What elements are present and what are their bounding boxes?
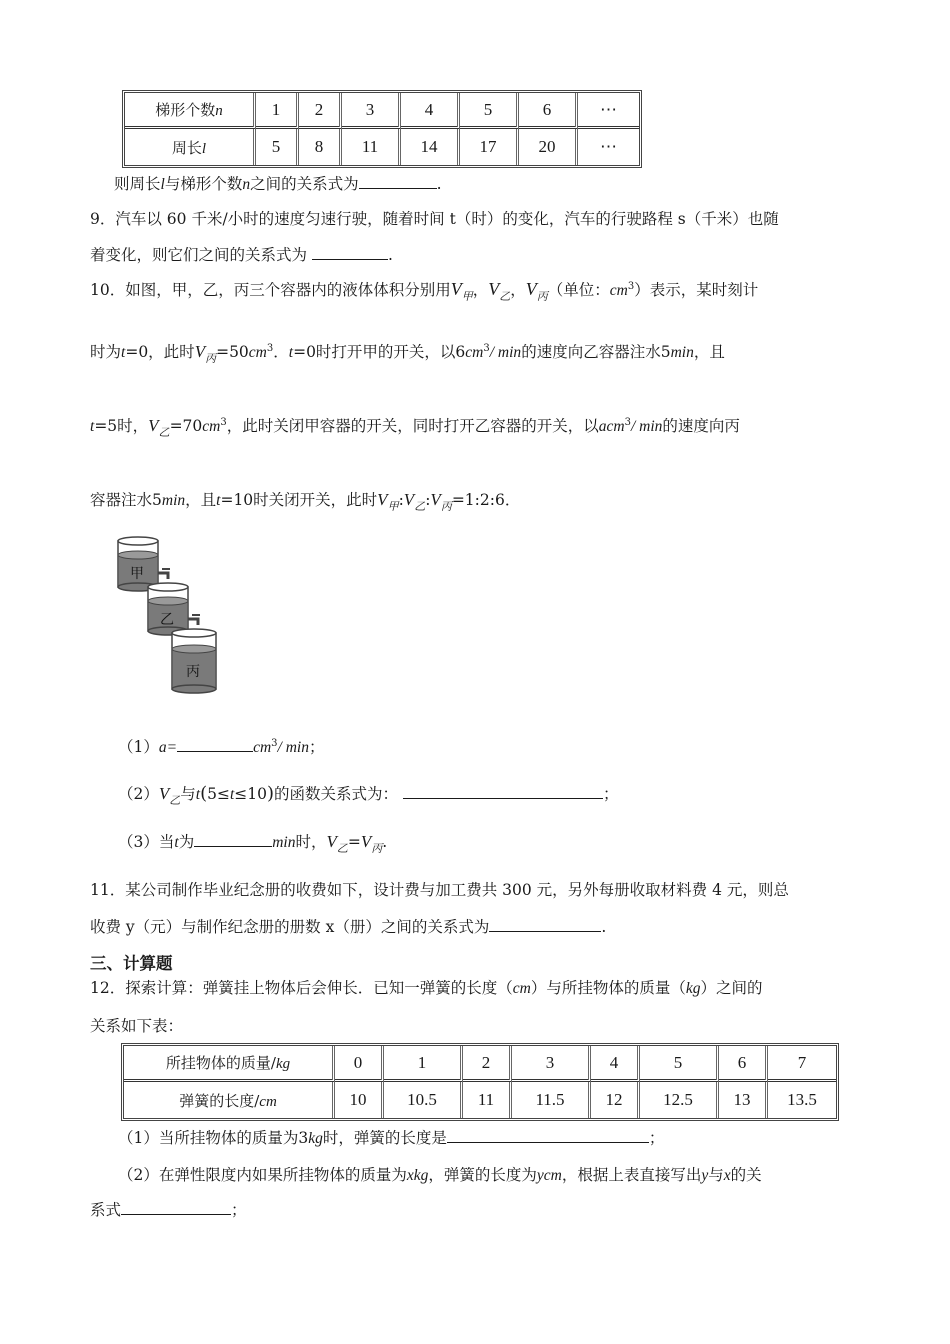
table-cell: ⋯	[578, 93, 639, 129]
table-cell: 3	[512, 1046, 591, 1082]
table-cell: 6	[719, 1046, 768, 1082]
section-heading-calculation: 三、计算题	[90, 954, 173, 973]
q12-sub2-line1: （2）在弹性限度内如果所挂物体的质量为xkg，弹簧的长度为ycm，根据上表直接写出y与x的关	[118, 1166, 762, 1184]
table-cell: 8	[299, 129, 342, 165]
table-header-cell: 弹簧的长度/cm	[124, 1082, 335, 1118]
table-cell: 10.5	[384, 1082, 463, 1118]
table-cell: 11	[342, 129, 401, 165]
table-cell: 2	[299, 93, 342, 129]
table-header-cell: 周长l	[125, 129, 256, 165]
table-header-cell: 所挂物体的质量/kg	[124, 1046, 335, 1082]
q11-line2: 收费 y（元）与制作纪念册的册数 x（册）之间的关系式为 .	[90, 918, 607, 936]
q10-line1: 10．如图，甲，乙，丙三个容器内的液体体积分别用$V_甲$，$V_乙$，$V_丙$（单位：$cm^3$）表示，某时刻计	[90, 279, 759, 303]
answer-blank[interactable]	[312, 245, 388, 260]
q8-relation-prompt: 则周长l与梯形个数n之间的关系式为 .	[114, 175, 442, 193]
table-cell: 5	[640, 1046, 719, 1082]
answer-blank[interactable]	[403, 784, 603, 799]
answer-blank[interactable]	[194, 832, 272, 847]
answer-blank[interactable]	[447, 1128, 649, 1143]
table-cell: 1	[256, 93, 299, 129]
answer-blank[interactable]	[121, 1200, 231, 1215]
table-cell: 14	[401, 129, 460, 165]
table-cell: 4	[591, 1046, 640, 1082]
q12-sub2-line2: 系式 ；	[90, 1201, 247, 1219]
table-cell: 7	[768, 1046, 836, 1082]
spring-length-table	[121, 1043, 839, 1121]
table-cell: 17	[460, 129, 519, 165]
table-cell: 12.5	[640, 1082, 719, 1118]
q10-sub3: （3）当t为 min时，$V_乙=V_丙$.	[118, 832, 388, 855]
q12-line2: 关系如下表：	[90, 1017, 184, 1035]
table-cell: 2	[463, 1046, 512, 1082]
table-cell: 10	[335, 1082, 384, 1118]
trapezoid-perimeter-table	[122, 90, 642, 168]
q10-sub2: $(2)V_乙$与t(5≤t≤10)的函数关系式为： ；	[118, 783, 619, 807]
answer-blank[interactable]	[489, 917, 601, 932]
q9-line1: 9．汽车以 60 千米/小时的速度匀速行驶，随着时间 t（时）的变化，汽车的行驶路程 s（千米）也随	[90, 210, 779, 228]
q12-sub1: （1）当所挂物体的质量为3kg时，弹簧的长度是 ；	[118, 1129, 665, 1147]
table-cell: 6	[519, 93, 578, 129]
answer-blank[interactable]	[359, 174, 437, 189]
table-cell: 11	[463, 1082, 512, 1118]
three-tanks-figure	[110, 535, 230, 695]
table-cell: 5	[460, 93, 519, 129]
table-cell: 12	[591, 1082, 640, 1118]
table-cell: 5	[256, 129, 299, 165]
q12-line1: 12．探索计算：弹簧挂上物体后会伸长．已知一弹簧的长度（cm）与所挂物体的质量（kg）之间的	[90, 979, 763, 997]
table-cell: 0	[335, 1046, 384, 1082]
table-cell: 11.5	[512, 1082, 591, 1118]
table-cell: 13	[719, 1082, 768, 1118]
tank-label-bing: 丙	[186, 664, 200, 680]
tank-label-yi: 乙	[160, 612, 174, 628]
q11-line1: 11．某公司制作毕业纪念册的收费如下，设计费与加工费共 300 元，另外每册收取材料费 4 元，则总	[90, 881, 789, 899]
q10-line4: 容器注水5min，且t=10时关闭开关，此时$V_甲:V_乙:V_丙=1:2:6$．	[90, 490, 521, 513]
table-cell: ⋯	[600, 137, 617, 156]
table-cell: 1	[384, 1046, 463, 1082]
q10-line2: 时为t=0，此时$V_丙=50cm^3$．t=0时打开甲的开关，以$6cm^3/$ min的速度向乙容器注水5min，且	[90, 342, 725, 365]
table-cell: 13.5	[787, 1090, 817, 1109]
table-cell: 20	[519, 129, 578, 165]
q9-line2: 着变化，则它们之间的关系式为 .	[90, 246, 393, 264]
table-cell: 4	[401, 93, 460, 129]
table-header-cell: 梯形个数n	[125, 93, 256, 129]
q10-sub1: $(1)a= cm^3/$ min；	[118, 737, 325, 756]
q10-line3: t=5时，$V_乙=70cm^3$，此时关闭甲容器的开关，同时打开乙容器的开关，以acm$^3$/ min的速度向丙	[90, 416, 740, 439]
answer-blank[interactable]	[177, 737, 253, 752]
tank-label-jia: 甲	[130, 566, 144, 582]
table-cell: 3	[342, 93, 401, 129]
